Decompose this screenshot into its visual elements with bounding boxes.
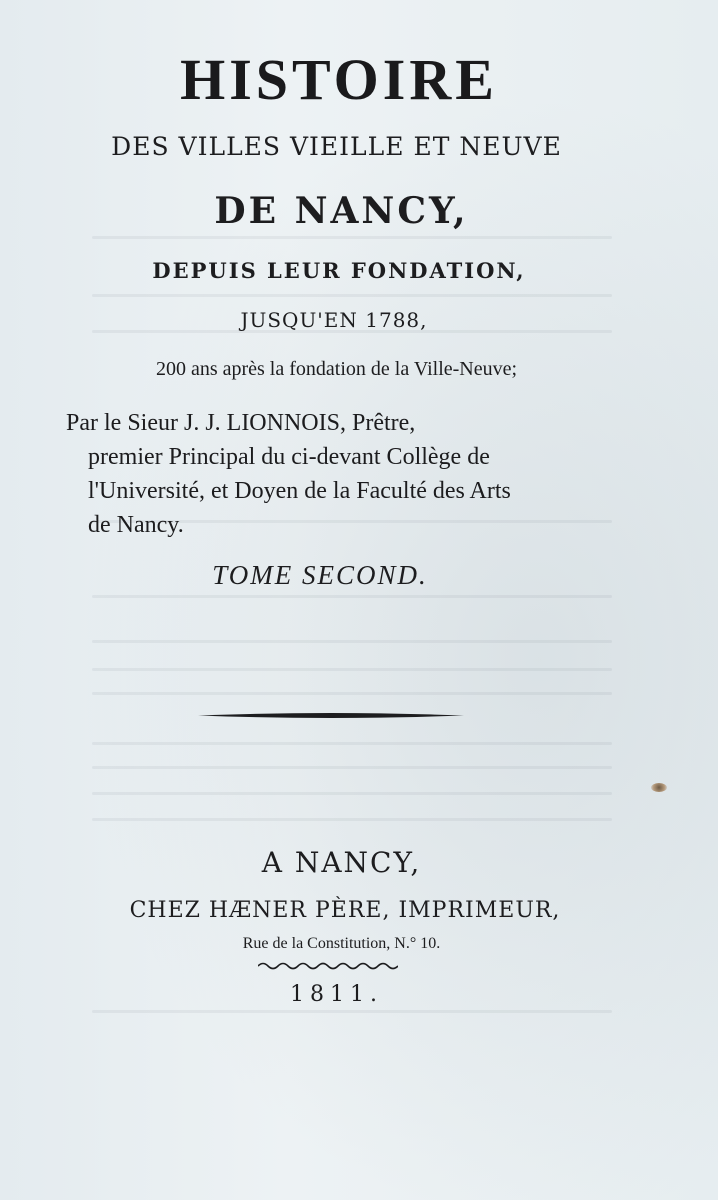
author-line-2: premier Principal du ci-devant Collège de xyxy=(88,444,490,470)
volume-label: TOME SECOND. xyxy=(212,560,428,590)
title-line-3: DE NANCY, xyxy=(214,190,469,232)
show-through-line xyxy=(92,766,612,769)
show-through-line xyxy=(92,236,612,239)
imprint-address: Rue de la Constitution, N.° 10. xyxy=(242,935,441,952)
show-through-line xyxy=(92,792,612,795)
title-line-6: 200 ans après la fondation de la Ville-Neuve; xyxy=(155,358,518,380)
show-through-line xyxy=(92,668,612,671)
author-line-1: Par le Sieur J. J. LIONNOIS, Prêtre, xyxy=(66,410,416,436)
wavy-rule xyxy=(258,961,398,971)
show-through-line xyxy=(92,742,612,745)
author-line-3: l'Université, et Doyen de la Faculté des Arts xyxy=(88,478,511,504)
show-through-line xyxy=(92,692,612,695)
show-through-line xyxy=(92,595,612,598)
publication-year: 1811. xyxy=(290,982,383,1007)
show-through-line xyxy=(92,1010,612,1013)
show-through-line xyxy=(92,294,612,297)
imprint-city: A NANCY, xyxy=(261,846,422,879)
show-through-line xyxy=(92,640,612,643)
title-line-2: DES VILLES VIEILLE ET NEUVE xyxy=(111,132,562,161)
paper-stain xyxy=(651,783,667,792)
title-line-4: DEPUIS LEUR FONDATION, xyxy=(152,258,526,283)
title-line-5: JUSQU'EN 1788, xyxy=(240,308,428,332)
author-line-4: de Nancy. xyxy=(88,512,184,538)
ornamental-rule xyxy=(198,712,464,719)
author-block xyxy=(66,406,626,542)
book-title: HISTOIRE xyxy=(180,47,498,112)
imprint-printer: CHEZ HÆNER PÈRE, IMPRIMEUR, xyxy=(129,898,561,923)
show-through-line xyxy=(92,818,612,821)
